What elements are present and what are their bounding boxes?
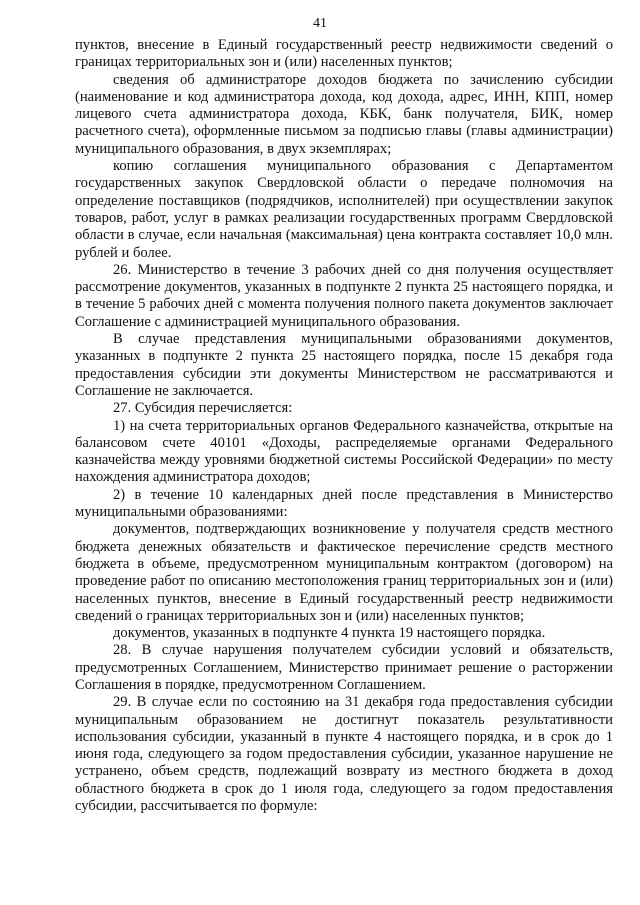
document-body [75, 37, 613, 815]
paragraph-clause-27-item-1: 1) на счета территориальных органов Федерального казначейства, открытые на балансовом счете 40101 «Доходы, распределяемые органами Федерального казначейства между уровнями бюджетной системы Российской Федерации» по месту нахождения администратора доходов; [75, 417, 613, 486]
paragraph-procurement-agreement: копию соглашения муниципального образования с Департаментом государственных закупок Свердловской области о передаче полномочия на определение поставщиков (подрядчиков, исполнителей) при осуществлении закупок товаров, работ, услуг в рамках реализации государственных программ Свердловской области в случае, если начальная (максимальная) цена контракта составляет 10,0 млн. рублей и более. [75, 158, 613, 261]
paragraph-late-submission: В случае представления муниципальными образованиями документов, указанных в подпункте 2 пункта 25 настоящего порядка, после 15 декабря года предоставления субсидии эти документы Министерством не рассматриваются и Соглашение не заключается. [75, 331, 613, 399]
paragraph-continuation: пунктов, внесение в Единый государственный реестр недвижимости сведений о границах территориальных зон и (или) населенных пунктов; [75, 37, 613, 71]
paragraph-clause-19-documents: документов, указанных в подпункте 4 пункта 19 настоящего порядка. [113, 625, 546, 642]
paragraph-supporting-documents: документов, подтверждающих возникновение у получателя средств местного бюджета денежных обязательств и фактическое перечисление средств местного бюджета в объеме, предусмотренном муниципальным контрактом (договором) на проведение работ по описанию местоположения границ территориальных зон и (или) населенных пунктов, внесение в Единый государственный реестр недвижимости сведений о границах территориальных зон и (или) населенных пунктов; [75, 521, 613, 624]
paragraph-clause-29: 29. В случае если по состоянию на 31 декабря года предоставления субсидии муниципальным образованием не достигнут показатель результативности использования субсидии, указанный в пункте 4 настоящего порядка, и в срок до 1 июня года, следующего за годом предоставления субсидии, указанное нарушение не устранено, объем средств, подлежащий возврату из местного бюджета в доход областного бюджета в срок до 1 июля года, следующего за годом предоставления субсидии, рассчитывается по формуле: [75, 694, 613, 815]
paragraph-clause-28: 28. В случае нарушения получателем субсидии условий и обязательств, предусмотренных Соглашением, Министерство принимает решение о расторжении Соглашения в порядке, предусмотренном Соглашением. [75, 642, 613, 693]
paragraph-clause-27-item-2: 2) в течение 10 календарных дней после представления в Министерство муниципальными образованиями: [75, 486, 613, 521]
paragraph-budget-administrator-info: сведения об администраторе доходов бюджета по зачислению субсидии (наименование и код администратора дохода, код дохода, адрес, ИНН, КПП, номер лицевого счета администратора дохода, КБК, банк получателя, БИК, номер расчетного счета), оформленные письмом за подписью главы (главы администрации) муниципального образования, в двух экземплярах; [75, 71, 613, 157]
page-number: 41 [313, 16, 327, 31]
paragraph-clause-26: 26. Министерство в течение 3 рабочих дней со дня получения осуществляет рассмотрение документов, указанных в подпункте 2 пункта 25 настоящего порядка, и в течение 5 рабочих дней с момента получения полного пакета документов заключает Соглашение с администрацией муниципального образования. [75, 261, 613, 330]
paragraph-clause-27: 27. Субсидия перечисляется: [113, 400, 293, 417]
